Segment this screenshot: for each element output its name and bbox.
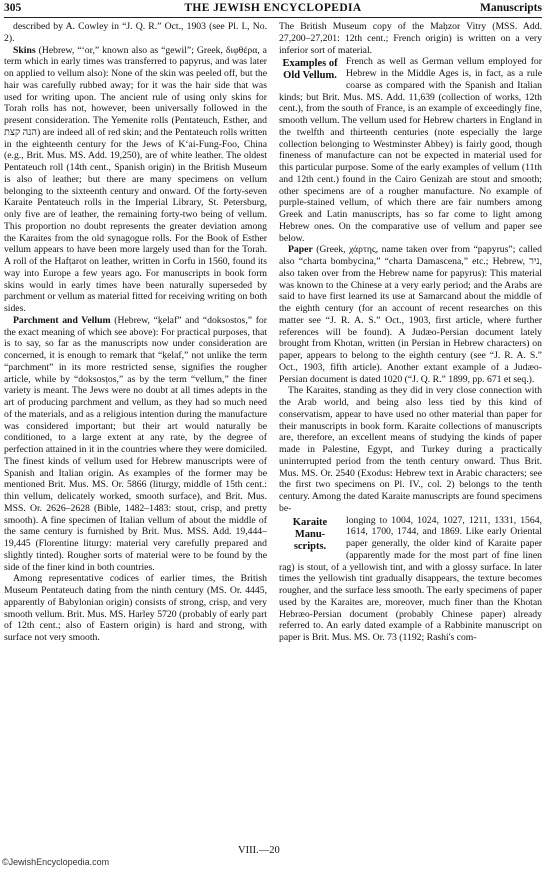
paragraph-text: Among representative codices of earlier times, the British Museum Pentateuch dating from the ninth century (MS. Or. 4445, apparently of Babylonian origin) consists of strong, crisp, and very smooth vellum. Brit. Mus. MS. Harley 5720 (probably of early part of 12th cent.; also of Eastern origin) is hard and strong, with surface not very smooth. xyxy=(4,573,267,643)
copyright-credit: ©JewishEncyclopedia.com xyxy=(2,857,110,867)
paragraph-text: The British Museum copy of the Maḥzor Vitry (MSS. Add. 27,200–27,201: 12th cent.; French origin) is written on a very inferior sort of material. xyxy=(279,21,542,56)
volume-signature: VIII.—20 xyxy=(238,845,280,856)
paragraph xyxy=(279,244,542,385)
journal-title: THE JEWISH ENCYCLOPEDIA xyxy=(184,2,362,14)
side-heading: Karaite Manu-scripts. xyxy=(292,516,328,552)
right-column xyxy=(279,21,542,847)
left-column xyxy=(4,21,267,847)
page-number: 305 xyxy=(4,2,22,14)
header-rule xyxy=(4,17,542,18)
section-title: Manuscripts xyxy=(480,2,542,14)
paragraph xyxy=(4,573,267,644)
entry-term: Skins xyxy=(13,44,36,56)
paragraph xyxy=(279,56,542,244)
paragraph-text: French as well as German vellum employed for Hebrew in the Middle Ages is, in fact, as a rule coarse as compared with the Spanish and Italian kinds; but Brit. Mus. MS. Add. 11,639 (collection of works, 12th cent.), from the south of France, is an example of exceedingly fine, smooth vellum. The vellum used for Hebrew charters in England in the twelfth and thirteenth centuries (note especially the large collection belonging to Westminster Abbey) is fairly good, though fineness of manufacture can not be expected in material used for this particular purpose. Some of the early examples of vellum (11th and 12th cent.) found in the Cairo Genizah are stout and smooth; other specimens are of a rougher manufacture. No example of purple-stained vellum, of which there are fair numbers among Greek and Latin manuscripts, has so far come to light among Hebrew ones. On the comparative use of vellum and paper see below. xyxy=(279,56,542,244)
paragraph xyxy=(279,515,542,644)
paragraph-text: (Hebrew, “ḳelaf” and “doksostos,” for the exact meaning of which see above): For practical purposes, that is to say, so far as the manuscripts now under consideration are concerned, it is enough to remark that “ḳelaf,” not unlike the term “parchment” in its more restricted sense, signifies the rougher article, while by “doksosṭos,” as by the term “vellum,” the finer variety is meant. The Jews were no doubt at all times adepts in the art of producing parchment and vellum, as they had so much need of the materials, and as a religious intention during the manufacture was considered important; but their art would naturally be conditioned, to a large extent at any rate, by the degree of perfection attained in it in the countries where they were domiciled. The finest kinds of vellum used for Hebrew manuscripts were of Spanish and Italian origin. As examples of the former may be mentioned Brit. Mus. MS. Or. 5866 (liturgy, middle of 15th cent.: thin vellum, delicately worked, smooth surface), and Brit. Mus. MSS. Or. 2626–2628 (Bible, 1482–1483: stout, crisp, and pretty smooth). A fine specimen of Italian vellum of about the middle of the same century is furnished by Brit. Mus. MSS. Add. 19,444–19,445 (Florentine liturgy: material very carefully prepared and slightly tinted). Rougher sorts of material were to be found by the side of the finer kind in both countries. xyxy=(4,314,267,573)
side-heading: Examples of Old Vellum. xyxy=(282,58,338,82)
paragraph-text: described by A. Cowley in “J. Q. R.” Oct., 1903 (see Pl. I., No. 2). xyxy=(4,21,267,44)
paragraph xyxy=(279,385,542,514)
running-header xyxy=(4,2,542,18)
entry-term: Paper xyxy=(288,244,313,256)
paragraph-text: The Karaites, standing as they did in very close connection with the Arab world, and being also less tied by this kind of conservatism, appear to have used no other material than paper for their manuscripts in book form. Karaite collections of manuscripts are, therefore, an excellent means of studying the kinds of paper made in Palestine, Egypt, and Turkey during a practically uninterrupted period from the tenth century onward. Thus Brit. Mus. MS. Or. 2540 (Exodus: Hebrew text in Arabic characters; see the first two specimens on Pl. IV., col. 2) belongs to the tenth century. Among the dated Karaite manuscripts are found specimens be- xyxy=(279,385,542,514)
entry-term: Parchment and Vellum xyxy=(13,314,111,326)
paragraph-text: longing to 1004, 1024, 1027, 1211, 1331, 1564, 1614, 1700, 1744, and 1869. Like early Oriental paper generally, the older kind of Karaite paper (apparently made for the most part of fine linen rag) is stout, of a yellowish tint, and with a glossy surface. In later times the yellowish tint gradually disappears, the texture becomes rougher, and the surface less smooth. The early specimens of paper used by the Karaites are, moreover, much finer than the Khotan Hebræo-Persian document (probably Chinese paper) already referred to. An early dated example of a Rabbinite manuscript on paper is Brit. Mus. MS. Or. 73 (1192; Rashi's com- xyxy=(279,514,542,643)
paragraph xyxy=(4,45,267,315)
paragraph-text: (Hebrew, “‘or,” known also as “gewil”; Greek, διφθέρα, a term which in early times was transferred to papyrus, and was later on applied to vellum also): None of the skin was peeled off, but the hair was carefully rubbed away; for it was the hair side that was used for writing upon. The ancient rule of using only skins for Torah rolls has not, however, been universally followed in the present consideration. The Yemenite rolls (Pentateuch, Esther, and הנה קצת) are indeed all of red skin; and the Pentateuch rolls written in the eighteenth century for the Jews of K‘ai-Fung-Foo, China (e.g., Brit. Mus. MS. Add. 19,250), are of white leather. The oldest Pentateuch roll (14th cent., Spanish origin) in the British Museum is also of leather; but there are many specimens on vellum belonging to the sixteenth century and onward. Of the forty-seven Karaite Pentateuch rolls in the Imperial Library, St. Petersburg, only five are of leather, the remaining forty-two being of vellum. This proportion no doubt represents the greater deviation among the Karaites from the old synagogue rolls. For the Book of Esther vellum appears to have been more largely used than for the Torah. A roll of the Hafṭarot on leather, written in Corfu in 1560, found its way into Europe a few years ago. For manuscripts in book form skins would in early times have been naturally superseded by parchment or vellum as material fitted for receiving writing on both sides. xyxy=(4,44,267,314)
paragraph xyxy=(279,21,542,56)
paragraph-text: (Greek, χάρτης, name taken over from “papyrus”; called also “charta bombycina,” “charta Damascena,” etc.; Hebrew, ניר, also taken over from the Hebrew name for papyrus): This material was known to the Chinese at a very early period; and the Arabs are said to have first learned its use at Samarcand about the middle of the eighth century (for an account of recent researches on this matter see “J. R. A. S.” Oct., 1903, first article, where further references will be found). A Judæo-Persian document lately brought from Khotan, written (in Persian in Hebrew characters) on paper, appears to belong to the eighth century (see “J. R. A. S.” Oct., 1903, fifth article). Another extant example of a Judæo-Persian document is dated 1020 (“J. Q. R.” 1899, pp. 671 et seq.). xyxy=(279,244,542,385)
paragraph xyxy=(4,315,267,574)
paragraph xyxy=(4,21,267,45)
